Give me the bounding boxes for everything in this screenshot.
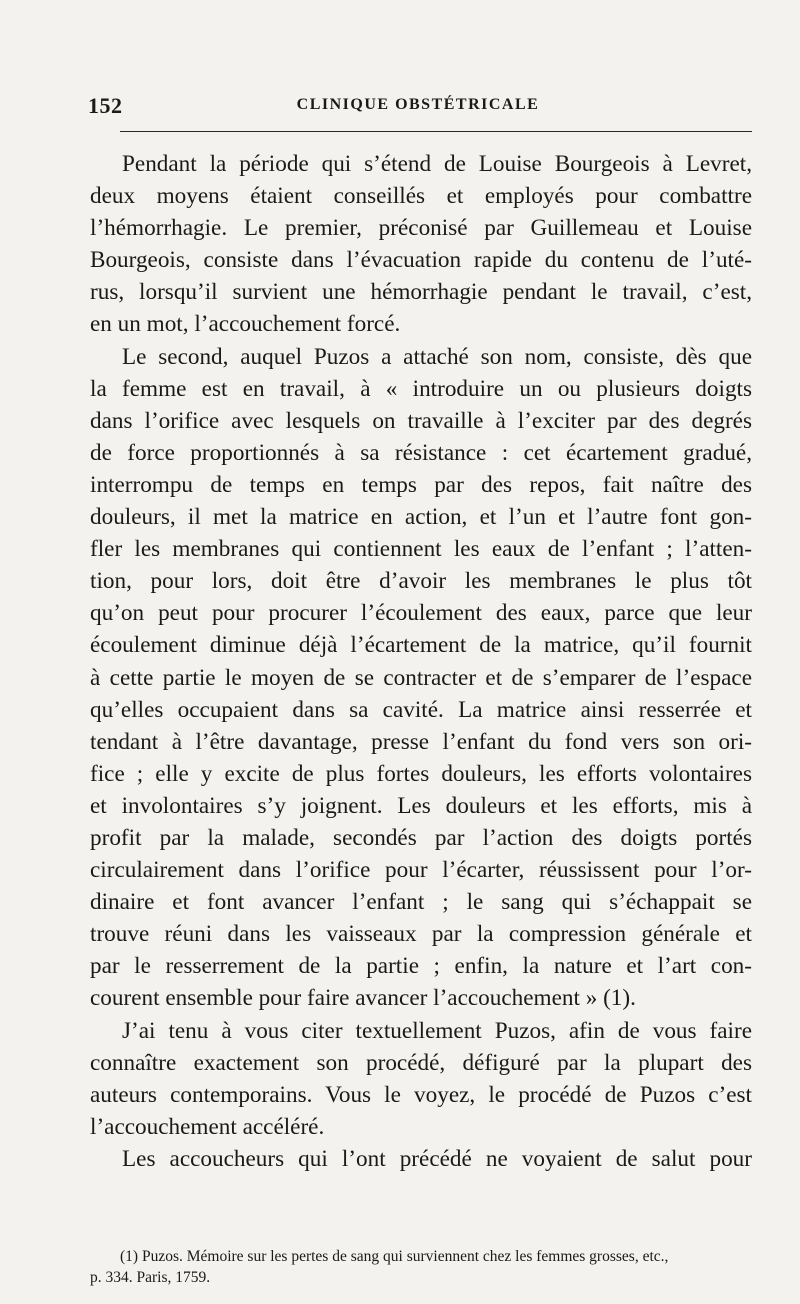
header-rule	[120, 131, 752, 132]
footnote	[90, 1246, 752, 1288]
text-line: Bourgeois, consiste dans l’évacuation rapide du contenu de l’uté-	[90, 247, 752, 274]
text-line: deux moyens étaient conseillés et employés pour combattre	[90, 183, 752, 210]
footnote-line: (1) Puzos. Mémoire sur les pertes de sang qui surviennent chez les femmes grosses, etc.,	[120, 1248, 669, 1265]
text-line: connaître exactement son procédé, défiguré par la plupart des	[90, 1049, 752, 1076]
text-line: dans l’orifice avec lesquels on travaille à l’exciter par des degrés	[90, 407, 752, 434]
text-line: trouve réuni dans les vaisseaux par la compression générale et	[90, 921, 752, 948]
text-line: de force proportionnés à sa résistance : cet écartement gradué,	[90, 439, 752, 466]
text-line: J’ai tenu à vous citer textuellement Puzos, afin de vous faire	[122, 1017, 752, 1044]
text-line: profit par la malade, secondés par l’action des doigts portés	[90, 824, 752, 851]
page-number: 152	[88, 93, 123, 118]
text-line: Les accoucheurs qui l’ont précédé ne voyaient de salut pour	[122, 1145, 752, 1172]
text-line: auteurs contemporains. Vous le voyez, le procédé de Puzos c’est	[90, 1081, 752, 1108]
text-line: Pendant la période qui s’étend de Louise Bourgeois à Levret,	[122, 151, 752, 177]
body-text	[90, 148, 752, 1175]
text-line: en un mot, l’accouchement forcé.	[90, 311, 401, 338]
text-line: par le resserrement de la partie ; enfin, la nature et l’art con-	[90, 953, 752, 980]
text-line: tendant à l’être davantage, presse l’enfant du fond vers son ori-	[90, 728, 752, 755]
text-line: à cette partie le moyen de se contracter et de s’emparer de l’espace	[90, 664, 752, 691]
text-line: qu’elles occupaient dans sa cavité. La matrice ainsi resserrée et	[90, 696, 752, 723]
text-line: écoulement diminue déjà l’écartement de la matrice, qu’il fournit	[90, 632, 752, 659]
text-line: courent ensemble pour faire avancer l’accouchement » (1).	[90, 985, 636, 1012]
page-header	[88, 93, 748, 119]
text-line: circulairement dans l’orifice pour l’écarter, réussissent pour l’or-	[90, 857, 752, 884]
text-line: dinaire et font avancer l’enfant ; le sang qui s’échappait se	[90, 889, 752, 916]
text-line: douleurs, il met la matrice en action, et l’un et l’autre font gon-	[90, 504, 752, 531]
text-line: rus, lorsqu’il survient une hémorrhagie pendant le travail, c’est,	[90, 279, 752, 306]
text-line: qu’on peut pour procurer l’écoulement des eaux, parce que leur	[90, 600, 752, 627]
text-line: et involontaires s’y joignent. Les douleurs et les efforts, mis à	[90, 792, 752, 819]
text-line: Le second, auquel Puzos a attaché son nom, consiste, dès que	[122, 343, 752, 370]
text-line: l’hémorrhagie. Le premier, préconisé par Guillemeau et Louise	[90, 215, 752, 242]
footnote-line: p. 334. Paris, 1759.	[90, 1269, 211, 1286]
text-line: fice ; elle y excite de plus fortes douleurs, les efforts volontaires	[90, 760, 752, 787]
text-line: interrompu de temps en temps par des repos, fait naître des	[90, 471, 752, 498]
text-line: la femme est en travail, à « introduire un ou plusieurs doigts	[90, 375, 752, 402]
running-head: CLINIQUE OBSTÉTRICALE	[296, 96, 540, 113]
text-line: fler les membranes qui contiennent les eaux de l’enfant ; l’atten-	[90, 536, 752, 563]
text-line: tion, pour lors, doit être d’avoir les membranes le plus tôt	[90, 568, 752, 595]
text-line: l’accouchement accéléré.	[90, 1113, 325, 1140]
